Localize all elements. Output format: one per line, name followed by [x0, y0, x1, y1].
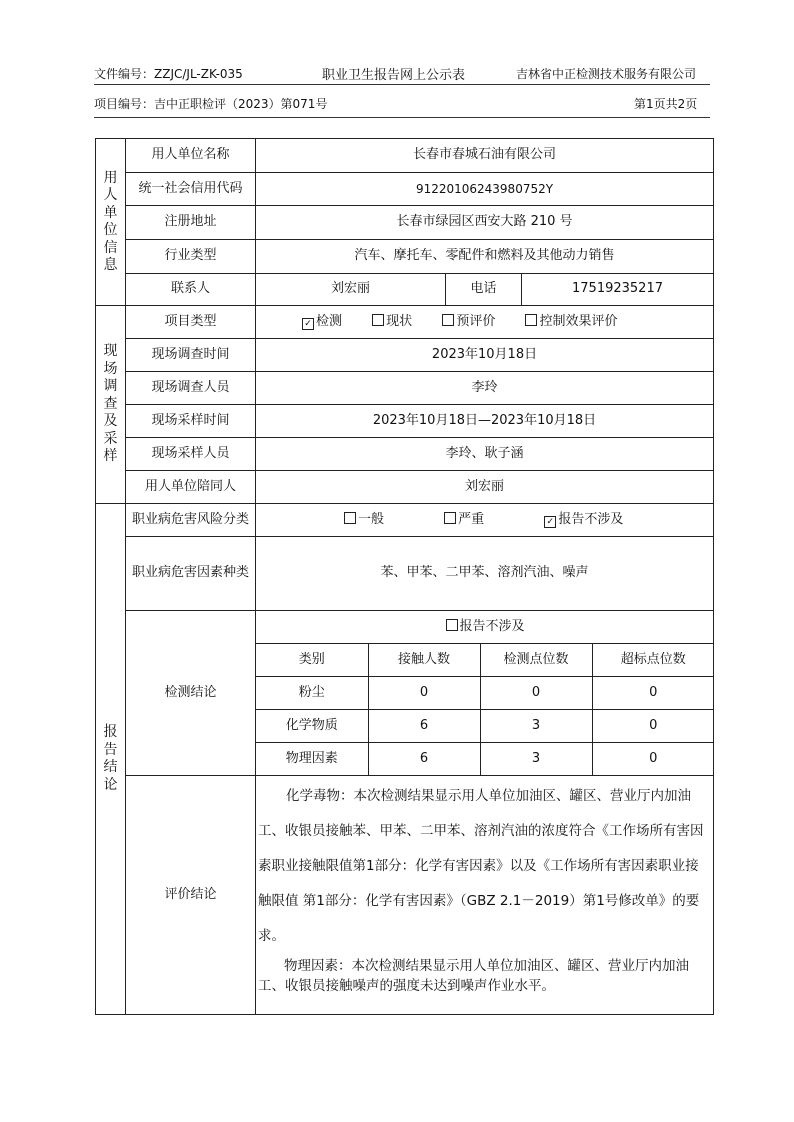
surveyor-label: 现场调查人员: [126, 372, 256, 405]
row-escort: [96, 471, 714, 504]
credit-code-label: 统一社会信用代码: [126, 173, 256, 206]
unit-name-label: 用人单位名称: [126, 139, 256, 173]
sampler-label: 现场采样人员: [126, 438, 256, 471]
detection-table: [256, 611, 714, 775]
header-divider-2: [94, 117, 710, 118]
contact-label: 联系人: [126, 274, 256, 306]
industry-value: 汽车、摩托车、零配件和燃料及其他动力销售: [256, 240, 714, 274]
contact-value: 刘宏丽: [256, 274, 446, 306]
row-sampling-time: [96, 405, 714, 438]
cell-points: 3: [480, 743, 592, 776]
cell-points: 3: [480, 710, 592, 743]
address-value: 长春市绿园区西安大路 210 号: [256, 206, 714, 240]
phone-value: 17519235217: [522, 274, 714, 306]
checkbox-status: 现状: [372, 314, 412, 329]
detection-header-row: [256, 644, 714, 677]
risk-class-options: [256, 504, 714, 537]
cell-exceeded: 0: [592, 677, 714, 710]
document-title: 职业卫生报告网上公示表: [322, 68, 466, 83]
table-row: [256, 710, 714, 743]
checkbox-empty-icon: [442, 314, 454, 326]
evaluation-cell: [256, 776, 714, 1015]
detection-cell: [256, 611, 714, 776]
sampling-time-label: 现场采样时间: [126, 405, 256, 438]
row-risk-class: [96, 504, 714, 537]
row-credit-code: [96, 173, 714, 206]
table-row: [256, 677, 714, 710]
checkbox-not-involved: ✓ 报告不涉及: [544, 512, 623, 527]
row-unit-name: [96, 139, 714, 173]
section-unit-info: 用 人 单 位 信 息: [96, 139, 126, 306]
hazard-factors-value: 苯、甲苯、二甲苯、溶剂汽油、噪声: [256, 537, 714, 611]
row-industry: [96, 240, 714, 274]
cell-exceeded: 0: [592, 710, 714, 743]
checkbox-checked-icon: ✓: [544, 516, 556, 528]
detection-label: 检测结论: [126, 611, 256, 776]
checkbox-checked-icon: ✓: [302, 318, 314, 330]
project-type-label: 项目类型: [126, 306, 256, 339]
cell-category: 化学物质: [256, 710, 368, 743]
checkbox-empty-icon: [372, 314, 384, 326]
header-divider: [94, 84, 710, 85]
col-header-exceeded: 超标点位数: [592, 644, 714, 677]
cell-exposed: 6: [368, 710, 480, 743]
col-header-points: 检测点位数: [480, 644, 592, 677]
credit-code-value: 91220106243980752Y: [256, 173, 714, 206]
file-number: 文件编号：ZZJC/JL-ZK-035: [94, 67, 243, 81]
checkbox-detection: ✓ 检测: [302, 314, 342, 329]
sampler-value: 李玲、耿子涵: [256, 438, 714, 471]
hazard-factors-label: 职业病危害因素种类: [126, 537, 256, 611]
row-sampler: [96, 438, 714, 471]
disclosure-table: [95, 138, 714, 1015]
row-evaluation: [96, 776, 714, 1015]
row-project-type: [96, 306, 714, 339]
evaluation-physical-text: 物理因素：本次检测结果显示用人单位加油区、罐区、营业厅内加油工、收银员接触噪声的强度未达到噪声作业水平。: [258, 958, 689, 994]
escort-value: 刘宏丽: [256, 471, 714, 504]
checkbox-general: 一般: [344, 512, 384, 527]
sampling-time-value: 2023年10月18日—2023年10月18日: [256, 405, 714, 438]
surveyor-value: 李玲: [256, 372, 714, 405]
survey-time-value: 2023年10月18日: [256, 339, 714, 372]
col-header-category: 类别: [256, 644, 368, 677]
project-number: 项目编号：吉中正职检评（2023）第071号: [94, 97, 328, 111]
cell-category: 物理因素: [256, 743, 368, 776]
table-row: [256, 743, 714, 776]
row-contact: [96, 274, 714, 306]
address-label: 注册地址: [126, 206, 256, 240]
row-detection: [96, 611, 714, 776]
survey-time-label: 现场调查时间: [126, 339, 256, 372]
cell-exposed: 6: [368, 743, 480, 776]
unit-name-value: 长春市春城石油有限公司: [256, 139, 714, 173]
cell-category: 粉尘: [256, 677, 368, 710]
phone-label: 电话: [446, 274, 522, 306]
project-type-options: [256, 306, 714, 339]
checkbox-empty-icon: [444, 512, 456, 524]
evaluation-chemical-text: 化学毒物：本次检测结果显示用人单位加油区、罐区、营业厅内加油工、收银员接触苯、甲苯、二甲苯、溶剂汽油的浓度符合《工作场所有害因素职业接触限值第1部分：化学有害因素》以及《工作场所有害因素职业接触限值 第1部分：化学有害因素》（GBZ 2.1－2019）第1号修改单》的要求。: [258, 788, 704, 944]
row-survey-time: [96, 339, 714, 372]
checkbox-control-effect: 控制效果评价: [525, 314, 617, 329]
company-name: 吉林省中正检测技术服务有限公司: [516, 67, 697, 81]
cell-points: 0: [480, 677, 592, 710]
cell-exposed: 0: [368, 677, 480, 710]
checkbox-empty-icon: [446, 619, 458, 631]
row-hazard-factors: [96, 537, 714, 611]
risk-class-label: 职业病危害风险分类: [126, 504, 256, 537]
checkbox-pre-evaluation: 预评价: [442, 314, 495, 329]
checkbox-empty-icon: [525, 314, 537, 326]
section-survey: 现 场 调 查 及 采 样: [96, 306, 126, 504]
evaluation-label: 评价结论: [126, 776, 256, 1015]
row-surveyor: [96, 372, 714, 405]
escort-label: 用人单位陪同人: [126, 471, 256, 504]
section-conclusion: 报 告 结 论: [96, 504, 126, 1015]
page-number: 第1页共2页: [634, 97, 698, 111]
industry-label: 行业类型: [126, 240, 256, 274]
cell-exceeded: 0: [592, 743, 714, 776]
col-header-exposed: 接触人数: [368, 644, 480, 677]
checkbox-empty-icon: [344, 512, 356, 524]
checkbox-severe: 严重: [444, 512, 484, 527]
detection-not-involved: 报告不涉及: [256, 611, 714, 644]
row-address: [96, 206, 714, 240]
